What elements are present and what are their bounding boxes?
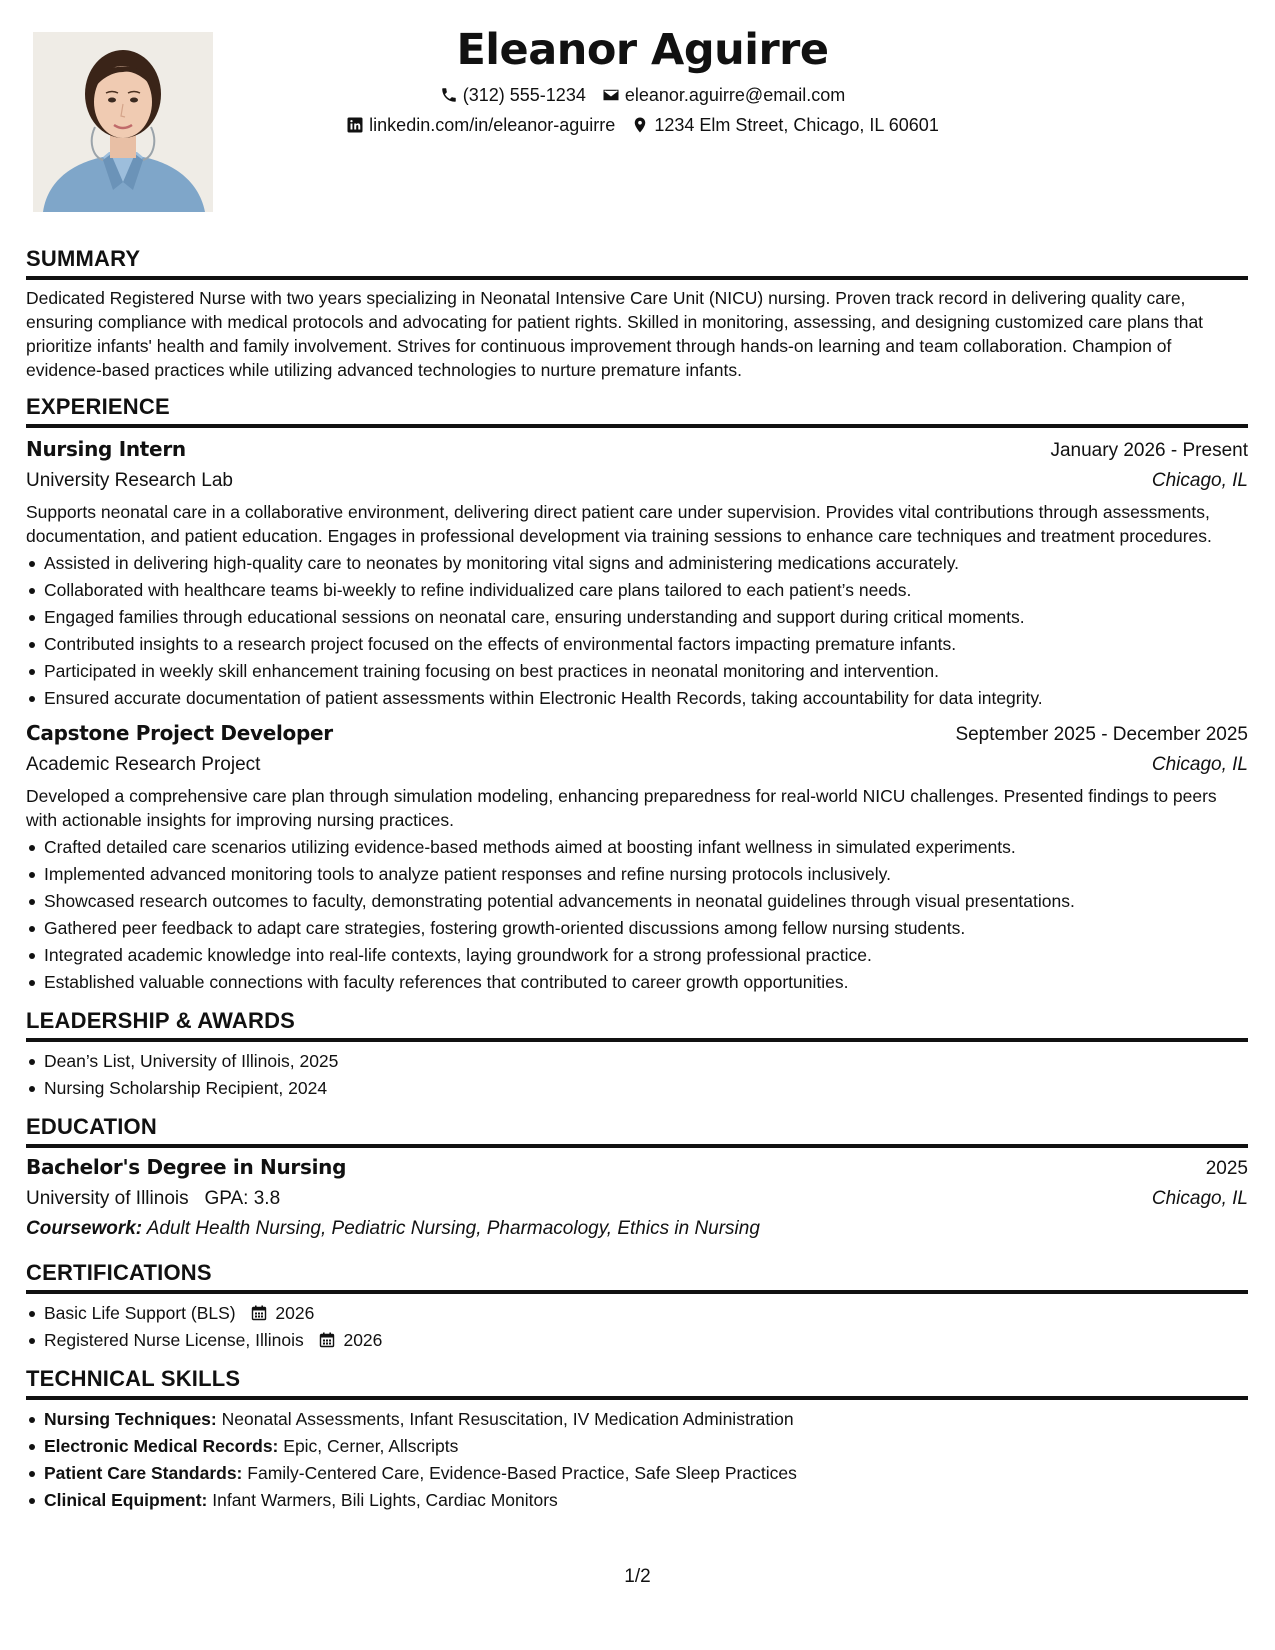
- list-item: [26, 1406, 1248, 1433]
- section-divider: [26, 1038, 1248, 1042]
- section-title: TECHNICAL SKILLS: [26, 1366, 241, 1391]
- candidate-name: Eleanor Aguirre: [456, 25, 829, 75]
- contact-row-2: [240, 112, 1045, 138]
- job-entry: [26, 718, 1248, 996]
- contact-row-1: [240, 82, 1045, 108]
- email-text[interactable]: eleanor.aguirre@email.com: [624, 85, 846, 105]
- summary-text: Dedicated Registered Nurse with two years specializing in Neonatal Intensive Care Unit (NICU) nursing. Proven track record in delivering quality care, ensuring compliance with medical protocols and advocating for patient rights. Skilled in monitoring, assessing, and designing customized care plans that prioritize infants' health and family involvement. Strives for continuous improvement through hands-on learning and team collaboration. Champion of evidence-based practices while utilizing advanced technologies to nurture premature infants.: [26, 288, 1204, 380]
- resume-body: [26, 244, 1248, 1524]
- section-title: EXPERIENCE: [26, 394, 170, 419]
- skills-section: [26, 1364, 1248, 1514]
- coursework-list: Adult Health Nursing, Pediatric Nursing, Pharmacology, Ethics in Nursing: [146, 1218, 760, 1239]
- profile-photo: [33, 32, 213, 212]
- envelope-icon: [602, 86, 620, 104]
- list-item: [26, 1433, 1248, 1460]
- cert-year: 2026: [275, 1303, 315, 1323]
- list-item: Ensured accurate documentation of patient assessments within Electronic Health Records, taking accountability for data integrity.: [26, 685, 1248, 712]
- skills-list: [26, 1406, 1248, 1514]
- list-item: Crafted detailed care scenarios utilizing evidence-based methods aimed at boosting infant wellness in simulated experiments.: [26, 834, 1248, 861]
- address-contact: [631, 112, 939, 138]
- phone-icon: [440, 86, 458, 104]
- certifications-section: [26, 1258, 1248, 1354]
- list-item: Contributed insights to a research project focused on the effects of environmental factors impacting premature infants.: [26, 631, 1248, 658]
- education-section: [26, 1112, 1248, 1244]
- section-title: LEADERSHIP & AWARDS: [26, 1008, 296, 1033]
- cert-name: Registered Nurse License, Illinois: [44, 1330, 304, 1350]
- skill-label: Clinical Equipment:: [44, 1490, 208, 1510]
- section-divider: [26, 1144, 1248, 1148]
- portrait-image: [33, 32, 213, 212]
- job-dates: September 2025 - December 2025: [955, 724, 1248, 745]
- job-title: Nursing Intern: [26, 437, 186, 461]
- skill-label: Electronic Medical Records:: [44, 1436, 279, 1456]
- phone-text: (312) 555-1234: [462, 85, 586, 105]
- job-description: Supports neonatal care in a collaborative environment, delivering direct patient care under supervision. Provides vital contributions through assessments, documentation, and patient education. Engages in professional development via training sessions to enhance care techniques and treatment procedures.: [26, 502, 1212, 546]
- linkedin-text[interactable]: linkedin.com/in/eleanor-aguirre: [369, 115, 616, 135]
- list-item: Collaborated with healthcare teams bi-weekly to refine individualized care plans tailored to each patient’s needs.: [26, 577, 1248, 604]
- skill-value: Family-Centered Care, Evidence-Based Practice, Safe Sleep Practices: [247, 1463, 797, 1483]
- gpa: GPA: 3.8: [204, 1188, 281, 1209]
- linkedin-contact[interactable]: [346, 112, 615, 138]
- list-item: Gathered peer feedback to adapt care strategies, fostering growth-oriented discussions among fellow nursing students.: [26, 915, 1248, 942]
- section-divider: [26, 276, 1248, 280]
- section-title: CERTIFICATIONS: [26, 1260, 212, 1285]
- job-entry: [26, 434, 1248, 712]
- job-title: Capstone Project Developer: [26, 721, 333, 745]
- job-description: Developed a comprehensive care plan through simulation modeling, enhancing preparedness for real-world NICU challenges. Presented findings to peers with actionable insights for improving nursing practices.: [26, 786, 1217, 830]
- job-organization: University Research Lab: [26, 470, 233, 491]
- page-number: 1/2: [624, 1566, 651, 1587]
- experience-section: [26, 392, 1248, 996]
- calendar-icon: [319, 1332, 335, 1348]
- skill-label: Nursing Techniques:: [44, 1409, 217, 1429]
- job-location: Chicago, IL: [1151, 754, 1248, 775]
- cert-year: 2026: [343, 1330, 383, 1350]
- list-item: Assisted in delivering high-quality care to neonates by monitoring vital signs and administering medications accurately.: [26, 550, 1248, 577]
- job-organization: Academic Research Project: [26, 754, 261, 775]
- job-dates: January 2026 - Present: [1050, 440, 1248, 461]
- coursework-label: Coursework:: [26, 1218, 143, 1239]
- skill-value: Infant Warmers, Bili Lights, Cardiac Monitors: [212, 1490, 558, 1510]
- school-name: University of Illinois: [26, 1188, 189, 1209]
- job-bullets: [26, 550, 1248, 712]
- cert-name: Basic Life Support (BLS): [44, 1303, 236, 1323]
- coursework: [26, 1214, 1248, 1244]
- list-item: [26, 1300, 1248, 1327]
- list-item: Dean’s List, University of Illinois, 2025: [26, 1048, 1248, 1075]
- list-item: [26, 1460, 1248, 1487]
- awards-list: [26, 1048, 1248, 1102]
- certifications-list: [26, 1300, 1248, 1354]
- linkedin-icon: [346, 116, 364, 134]
- email-contact[interactable]: [602, 82, 845, 108]
- list-item: Engaged families through educational sessions on neonatal care, ensuring understanding and support during critical moments.: [26, 604, 1248, 631]
- list-item: Established valuable connections with faculty references that contributed to career growth opportunities.: [26, 969, 1248, 996]
- address-text: 1234 Elm Street, Chicago, IL 60601: [654, 115, 939, 135]
- phone-contact: [440, 82, 586, 108]
- summary-section: [26, 244, 1248, 382]
- list-item: [26, 1327, 1248, 1354]
- section-title: SUMMARY: [26, 246, 141, 271]
- section-divider: [26, 424, 1248, 428]
- list-item: Participated in weekly skill enhancement training focusing on best practices in neonatal monitoring and intervention.: [26, 658, 1248, 685]
- education-entry: [26, 1152, 1248, 1244]
- map-pin-icon: [631, 116, 649, 134]
- leadership-section: [26, 1006, 1248, 1102]
- degree-title: Bachelor's Degree in Nursing: [26, 1155, 347, 1179]
- list-item: [26, 1487, 1248, 1514]
- skill-value: Neonatal Assessments, Infant Resuscitation, IV Medication Administration: [221, 1409, 794, 1429]
- job-location: Chicago, IL: [1151, 470, 1248, 491]
- school-line: [26, 1184, 280, 1214]
- section-title: EDUCATION: [26, 1114, 157, 1139]
- section-divider: [26, 1396, 1248, 1400]
- job-bullets: [26, 834, 1248, 996]
- list-item: Showcased research outcomes to faculty, demonstrating potential advancements in neonatal guidelines through visual presentations.: [26, 888, 1248, 915]
- list-item: Integrated academic knowledge into real-life contexts, laying groundwork for a strong professional practice.: [26, 942, 1248, 969]
- section-divider: [26, 1290, 1248, 1294]
- graduation-year: 2025: [1205, 1158, 1248, 1179]
- list-item: Nursing Scholarship Recipient, 2024: [26, 1075, 1248, 1102]
- resume-header: [240, 22, 1045, 138]
- skill-label: Patient Care Standards:: [44, 1463, 243, 1483]
- calendar-icon: [251, 1305, 267, 1321]
- skill-value: Epic, Cerner, Allscripts: [283, 1436, 459, 1456]
- school-location: Chicago, IL: [1151, 1188, 1248, 1209]
- list-item: Implemented advanced monitoring tools to analyze patient responses and refine nursing protocols inclusively.: [26, 861, 1248, 888]
